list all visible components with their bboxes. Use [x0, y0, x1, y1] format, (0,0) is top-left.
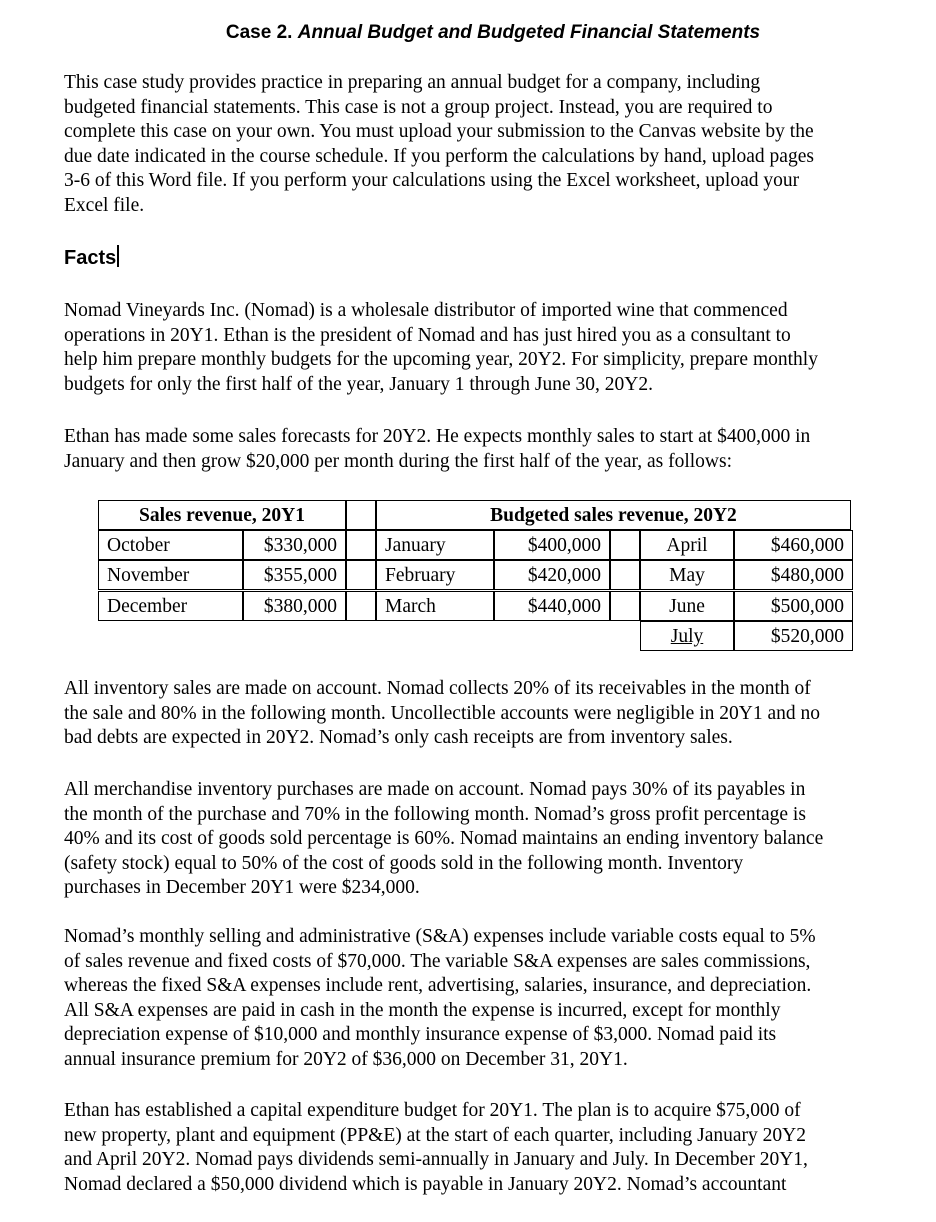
- text-line: Nomad Vineyards Inc. (Nomad) is a wholesale distributor of imported wine that commenced: [64, 300, 788, 321]
- text-line: Ethan has established a capital expenditure budget for 20Y1. The plan is to acquire $75,000 of: [64, 1100, 801, 1121]
- budget-month-cell: March: [376, 591, 494, 621]
- text-line: depreciation expense of $10,000 and monthly insurance expense of $3,000. Nomad paid its: [64, 1024, 777, 1046]
- budget-month-cell: June: [640, 591, 734, 621]
- budget-amount-cell: $500,000: [734, 591, 853, 621]
- text-line: the sale and 80% in the following month. Uncollectible accounts were negligible in 20Y1 and no: [64, 702, 820, 724]
- text-line: whereas the fixed S&A expenses include rent, advertising, salaries, insurance, and depreciation.: [64, 975, 812, 997]
- facts-heading-text: Facts: [64, 247, 117, 269]
- budget-sales-header: Budgeted sales revenue, 20Y2: [376, 500, 851, 530]
- facts-paragraph-purchases: [64, 778, 924, 901]
- facts-paragraph-company: [64, 299, 924, 397]
- text-line: Ethan has made some sales forecasts for 20Y2. He expects monthly sales to start at $400,000 in: [64, 426, 811, 447]
- text-line: help him prepare monthly budgets for the upcoming year, 20Y2. For simplicity, prepare monthly: [64, 349, 818, 371]
- budget-amount-cell: $520,000: [734, 621, 853, 651]
- budget-month-cell: April: [640, 530, 734, 560]
- text-line: bad debts are expected in 20Y2. Nomad’s only cash receipts are from inventory sales.: [64, 727, 733, 749]
- prior-amount-cell: $330,000: [243, 530, 346, 560]
- text-cursor: [117, 245, 119, 267]
- budget-month-cell: July: [640, 621, 734, 651]
- text-line: of sales revenue and fixed costs of $70,000. The variable S&A expenses are sales commissions,: [64, 950, 811, 972]
- budget-amount-cell: $420,000: [494, 560, 610, 590]
- text-line: All merchandise inventory purchases are made on account. Nomad pays 30% of its payables in: [64, 779, 806, 800]
- case-title: Annual Budget and Budgeted Financial Statements: [297, 22, 761, 43]
- text-line: annual insurance premium for 20Y2 of $36,000 on December 31, 20Y1.: [64, 1048, 628, 1070]
- table-spacer-cell: [346, 500, 376, 530]
- table-spacer-cell: [610, 591, 640, 621]
- text-line: operations in 20Y1. Ethan is the president of Nomad and has just hired you as a consultant to: [64, 324, 791, 346]
- budget-month-cell: January: [376, 530, 494, 560]
- text-line: budgets for only the first half of the year, January 1 through June 30, 20Y2.: [64, 373, 653, 395]
- case-number: Case 2.: [225, 22, 298, 43]
- budget-month-cell: February: [376, 560, 494, 590]
- case-heading: [0, 20, 936, 46]
- prior-month-cell: November: [98, 560, 243, 590]
- facts-paragraph-sales-forecast: [64, 425, 924, 474]
- table-spacer-cell: [610, 530, 640, 560]
- text-line: (safety stock) equal to 50% of the cost of goods sold in the following month. Inventory: [64, 852, 744, 874]
- prior-amount-cell: $380,000: [243, 591, 346, 621]
- text-line: 3-6 of this Word file. If you perform your calculations using the Excel worksheet, upload your: [64, 170, 800, 192]
- budget-amount-cell: $440,000: [494, 591, 610, 621]
- prior-month-cell: December: [98, 591, 243, 621]
- text-line: due date indicated in the course schedule. If you perform the calculations by hand, upload pages: [64, 145, 814, 167]
- budget-amount-cell: $480,000: [734, 560, 853, 590]
- table-spacer-cell: [610, 560, 640, 590]
- budget-amount-cell: $400,000: [494, 530, 610, 560]
- text-line: complete this case on your own. You must upload your submission to the Canvas website by the: [64, 121, 814, 143]
- intro-paragraph: [64, 71, 924, 219]
- prior-month-cell: October: [98, 530, 243, 560]
- text-line: Excel file.: [64, 194, 145, 216]
- prior-sales-header: Sales revenue, 20Y1: [98, 500, 346, 530]
- prior-amount-cell: $355,000: [243, 560, 346, 590]
- text-line: All inventory sales are made on account. Nomad collects 20% of its receivables in the month of: [64, 678, 811, 699]
- text-line: the month of the purchase and 70% in the following month. Nomad’s gross profit percentage is: [64, 803, 806, 825]
- text-line: and April 20Y2. Nomad pays dividends semi-annually in January and July. In December 20Y1,: [64, 1149, 808, 1171]
- text-line: purchases in December 20Y1 were $234,000.: [64, 877, 420, 899]
- facts-heading: [64, 245, 119, 271]
- text-line: Nomad declared a $50,000 dividend which is payable in January 20Y2. Nomad’s accountant: [64, 1173, 787, 1195]
- text-line: All S&A expenses are paid in cash in the month the expense is incurred, except for monthly: [64, 999, 781, 1021]
- text-line: January and then grow $20,000 per month during the first half of the year, as follows:: [64, 450, 733, 472]
- text-line: budgeted financial statements. This case is not a group project. Instead, you are required to: [64, 96, 773, 118]
- budget-amount-cell: $460,000: [734, 530, 853, 560]
- facts-paragraph-collections: [64, 677, 924, 751]
- table-spacer-cell: [346, 560, 376, 590]
- text-line: Nomad’s monthly selling and administrative (S&A) expenses include variable costs equal to 5%: [64, 926, 816, 947]
- text-line: new property, plant and equipment (PP&E) at the start of each quarter, including January 20Y2: [64, 1124, 806, 1146]
- table-spacer-cell: [346, 591, 376, 621]
- table-spacer-cell: [346, 530, 376, 560]
- text-line: This case study provides practice in preparing an annual budget for a company, including: [64, 72, 761, 93]
- facts-paragraph-capex-dividends: [64, 1099, 924, 1197]
- text-line: 40% and its cost of goods sold percentage is 60%. Nomad maintains an ending inventory balance: [64, 828, 824, 850]
- facts-paragraph-sa-expenses: [64, 925, 924, 1073]
- budget-month-cell: May: [640, 560, 734, 590]
